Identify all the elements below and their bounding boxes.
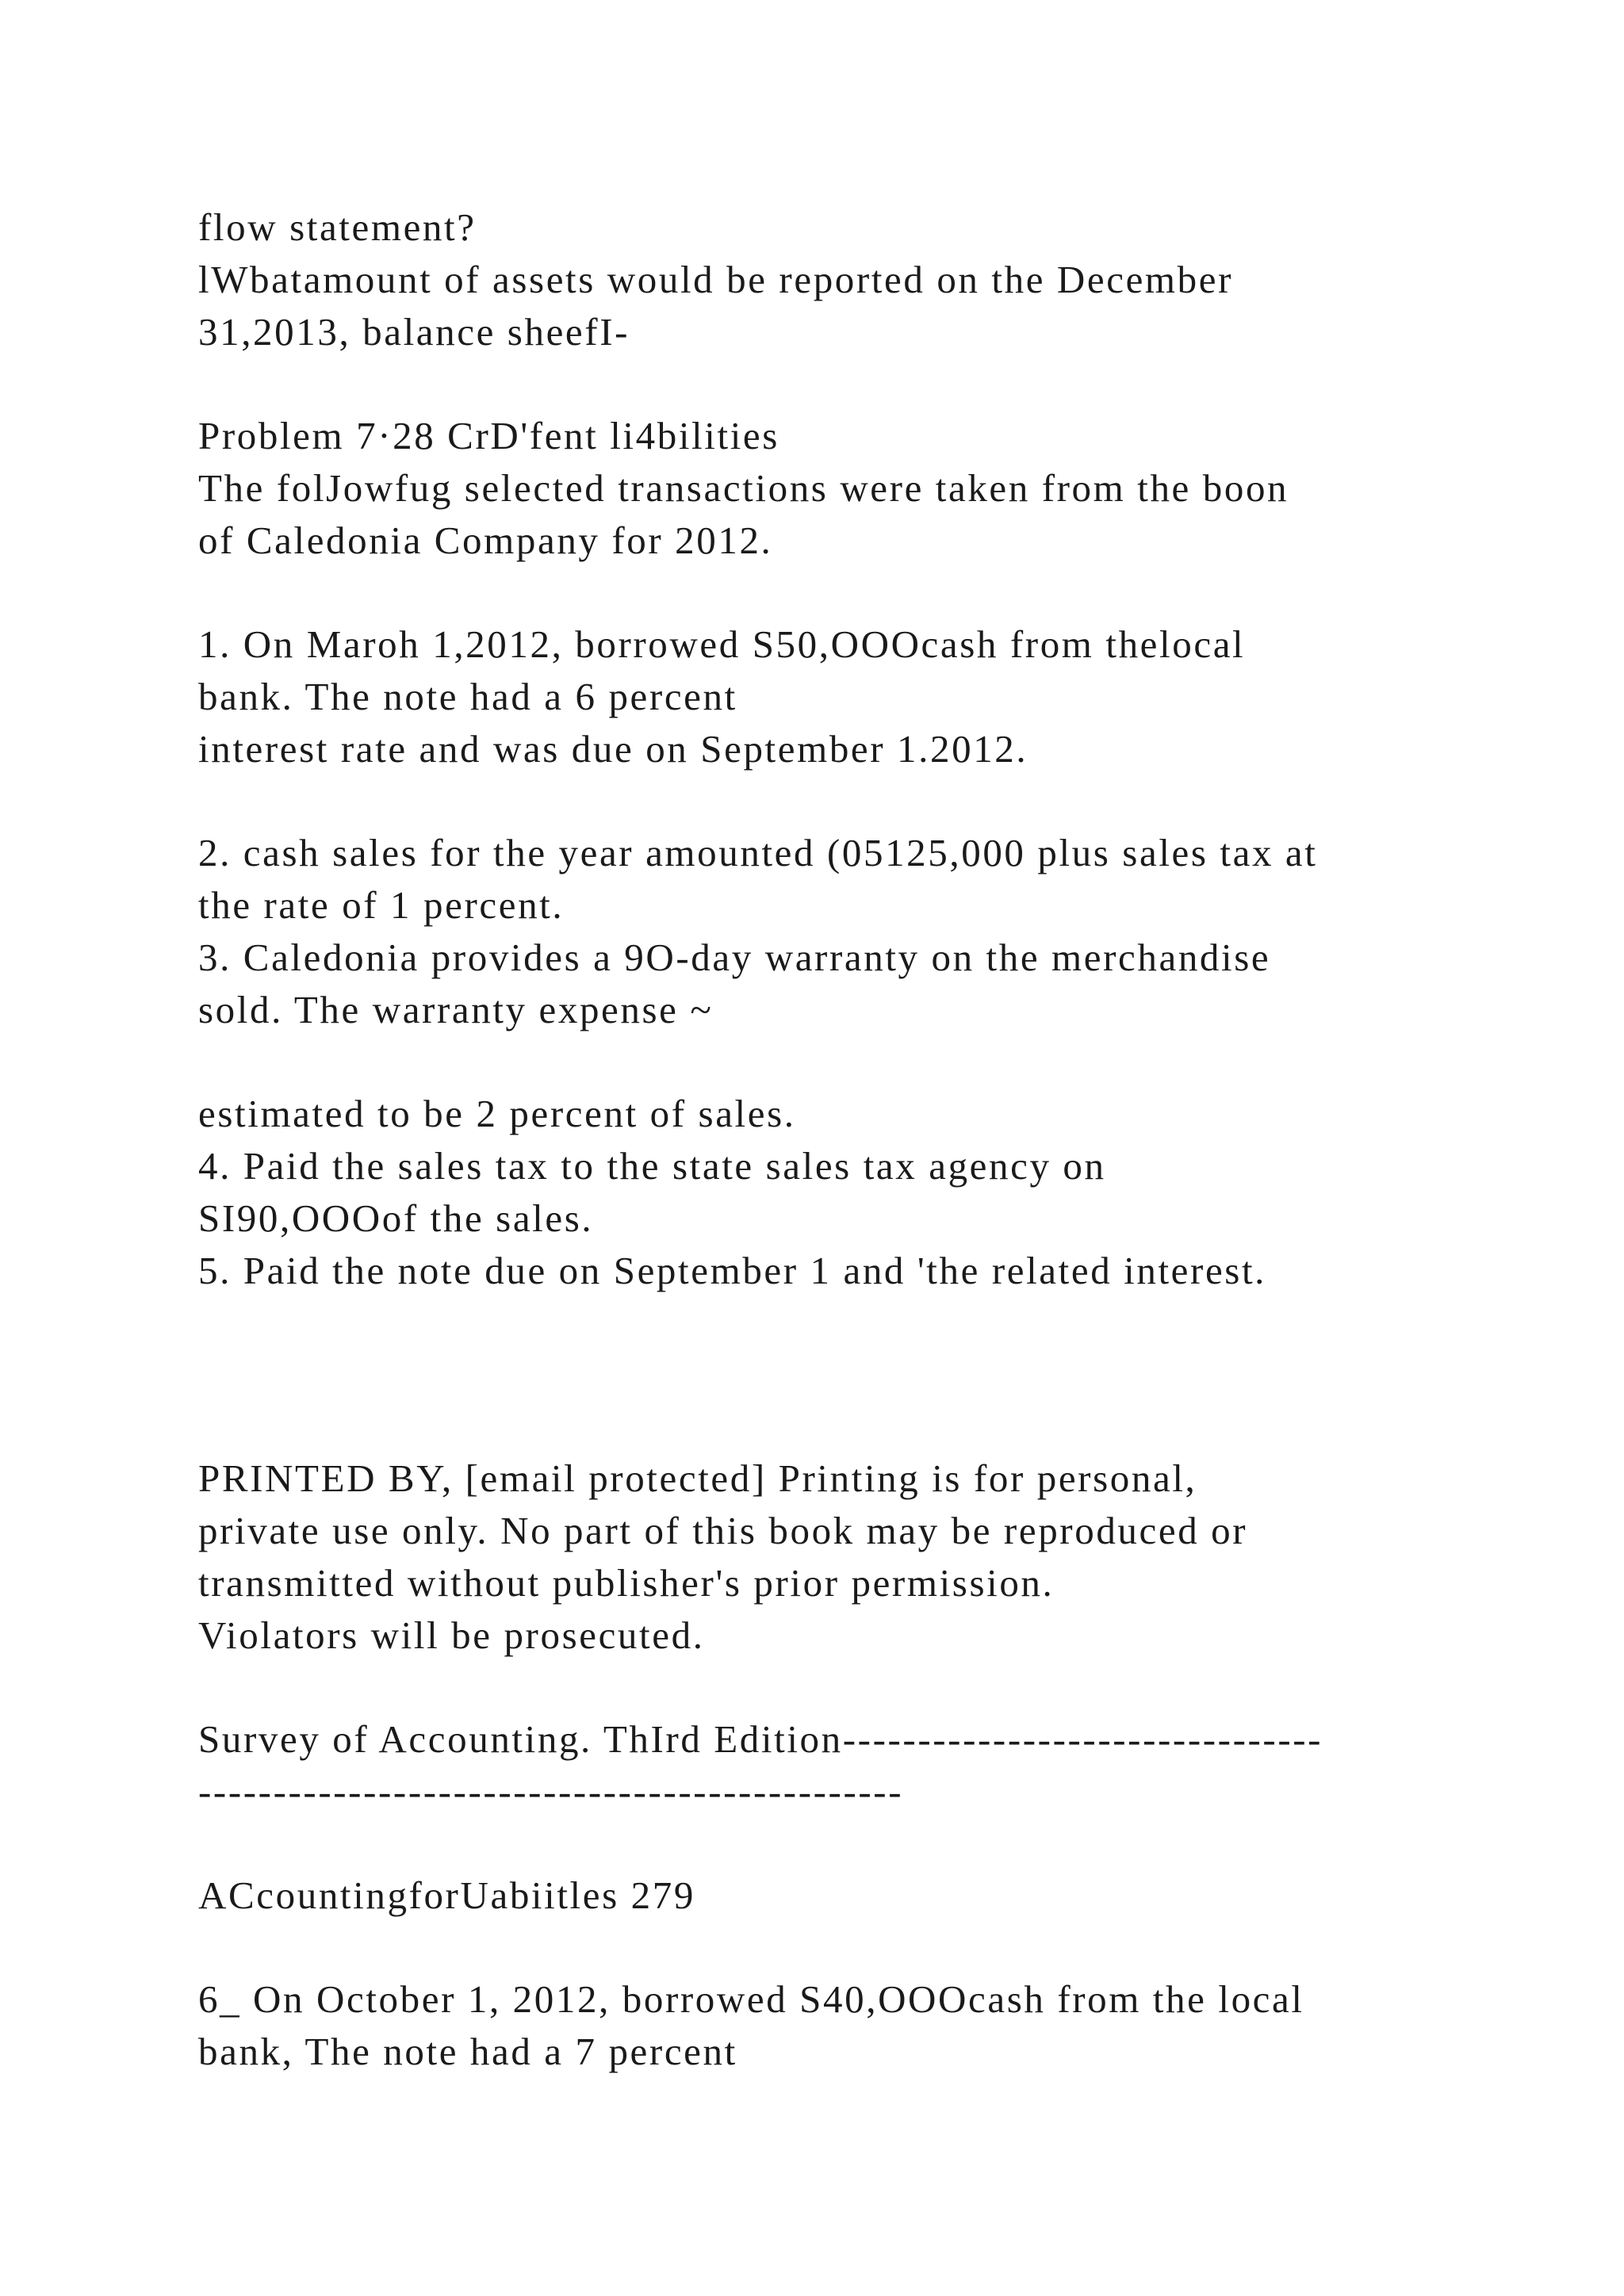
text-line: The folJowfug selected transactions were taken from the boon	[198, 466, 1289, 510]
print-notice: transmitted without publisher's prior permission.	[198, 1561, 1055, 1605]
text-line: lWbatamount of assets would be reported on the December	[198, 258, 1234, 301]
page-header: ACcountingforUabiitles 279	[198, 1873, 695, 1917]
list-item: 2. cash sales for the year amounted (05125,000 plus sales tax at	[198, 831, 1318, 874]
text-line: 31,2013, balance sheefI-	[198, 310, 630, 354]
list-item: 6_ On October 1, 2012, borrowed S40,OOOcash from the local	[198, 1977, 1304, 2021]
print-notice: private use only. No part of this book may be reproduced or	[198, 1509, 1248, 1552]
text-line: the rate of 1 percent.	[198, 883, 565, 927]
document-text	[198, 0, 1578, 2073]
text-line: of Caledonia Company for 2012.	[198, 519, 773, 562]
book-title: Survey of Accounting. ThIrd Edition--------------------------------	[198, 1717, 1323, 1761]
print-notice: Violators will be prosecuted.	[198, 1613, 705, 1657]
list-item: 5. Paid the note due on September 1 and 'the related interest.	[198, 1249, 1267, 1292]
text-line: bank. The note had a 6 percent	[198, 675, 737, 718]
text-line: SI90,OOOof the sales.	[198, 1196, 594, 1240]
text-line: interest rate and was due on September 1.2012.	[198, 727, 1028, 771]
text-line: sold. The warranty expense ~	[198, 988, 714, 1031]
separator-line: -----------------------------------------------	[198, 1770, 904, 1813]
list-item: 3. Caledonia provides a 9O-day warranty on the merchandise	[198, 936, 1271, 979]
list-item: 4. Paid the sales tax to the state sales tax agency on	[198, 1144, 1106, 1188]
print-notice: PRINTED BY, [email protected] Printing is for personal,	[198, 1456, 1197, 1500]
list-item: 1. On Maroh 1,2012, borrowed S50,OOOcash from thelocal	[198, 622, 1246, 666]
text-line: estimated to be 2 percent of sales.	[198, 1092, 796, 1135]
text-line: bank, The note had a 7 percent	[198, 2030, 737, 2073]
text-line: flow statement?	[198, 205, 477, 249]
problem-heading: Problem 7·28 CrD'fent li4bilities	[198, 414, 779, 457]
